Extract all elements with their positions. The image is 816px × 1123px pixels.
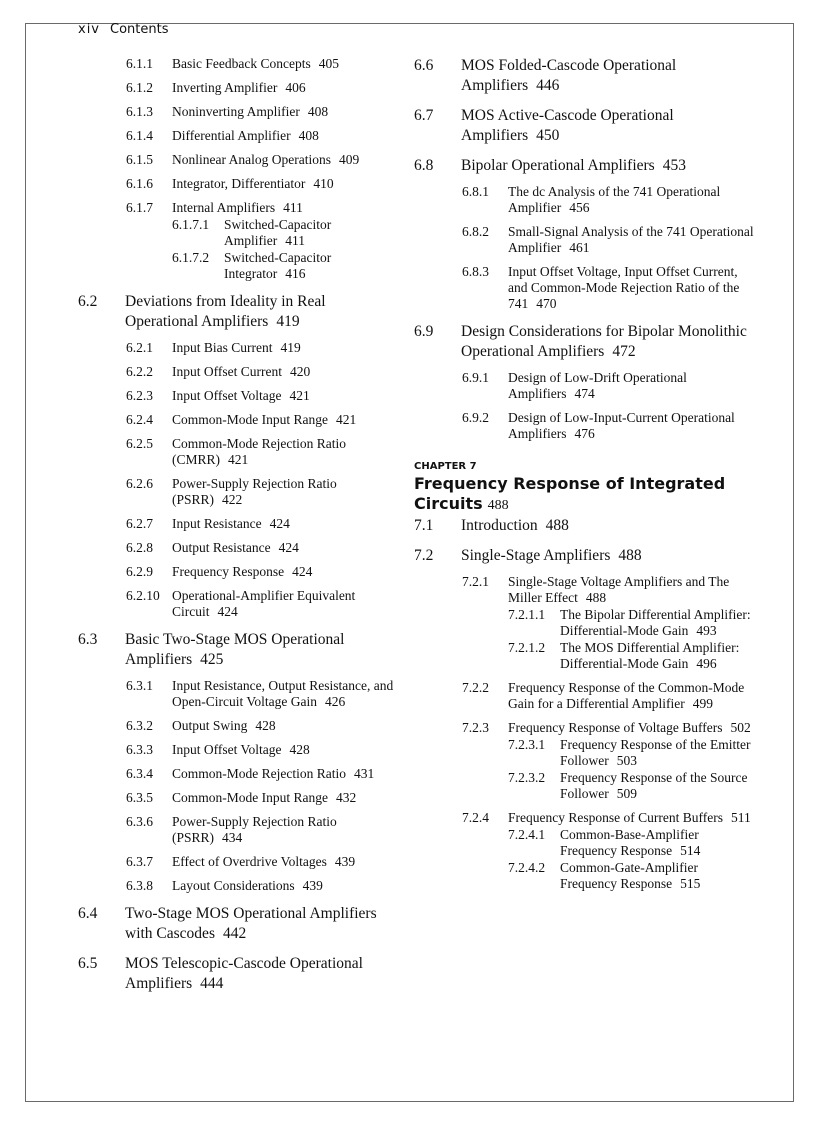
toc-entry-page: 411 bbox=[285, 233, 305, 248]
toc-entry-page: 421 bbox=[335, 412, 357, 427]
toc-entry-title bbox=[172, 516, 400, 532]
toc-entry-page: 432 bbox=[335, 790, 357, 805]
toc-entry-6-2[interactable] bbox=[78, 292, 400, 332]
toc-entry-6-1-7-1[interactable] bbox=[172, 217, 400, 249]
toc-entry-title-text: Frequency Response of the Source Follower bbox=[560, 770, 748, 801]
toc-entry-6-2-3[interactable] bbox=[126, 388, 400, 404]
toc-entry-title bbox=[508, 184, 754, 216]
toc-entry-7-2-4-2[interactable] bbox=[508, 860, 754, 892]
toc-entry-page: 421 bbox=[228, 452, 249, 467]
toc-entry-page: 509 bbox=[616, 786, 637, 801]
toc-entry-number: 6.3.1 bbox=[126, 678, 153, 693]
toc-entry-6-2-6[interactable] bbox=[126, 476, 400, 508]
toc-entry-6-1-3[interactable] bbox=[126, 104, 400, 120]
toc-entry-number: 6.8.2 bbox=[462, 224, 489, 239]
toc-entry-title-text: Design Considerations for Bipolar Monolithic Operational Amplifiers bbox=[461, 323, 747, 360]
toc-entry-page: 426 bbox=[324, 694, 346, 709]
toc-entry-number: 6.2.2 bbox=[126, 364, 153, 379]
toc-entry-page: 439 bbox=[302, 878, 323, 893]
toc-entry-6-3-3[interactable] bbox=[126, 742, 400, 758]
toc-entry-7-2-4[interactable] bbox=[462, 810, 754, 826]
toc-entry-page: 514 bbox=[680, 843, 701, 858]
toc-entry-title-text: The dc Analysis of the 741 Operational Amplifier bbox=[508, 184, 721, 215]
toc-entry-6-2-5[interactable] bbox=[126, 436, 400, 468]
toc-entry-6-2-2[interactable] bbox=[126, 364, 400, 380]
toc-entry-number: 6.2.3 bbox=[126, 388, 153, 403]
toc-entry-title bbox=[560, 737, 754, 769]
toc-left-column bbox=[78, 56, 400, 994]
toc-entry-page: 408 bbox=[298, 128, 319, 143]
toc-entry-title bbox=[172, 152, 400, 168]
toc-entry-title bbox=[560, 640, 754, 672]
toc-entry-title-text: Input Offset Voltage bbox=[172, 388, 282, 403]
toc-entry-title-text: Switched-Capacitor Integrator bbox=[224, 250, 332, 281]
toc-entry-6-1-6[interactable] bbox=[126, 176, 400, 192]
toc-entry-title-text: Integrator, Differentiator bbox=[172, 176, 306, 191]
toc-entry-title-text: Input Bias Current bbox=[172, 340, 273, 355]
toc-entry-page: 493 bbox=[696, 623, 717, 638]
toc-entry-title-text: Inverting Amplifier bbox=[172, 80, 278, 95]
toc-entry-title-text: Common-Mode Rejection Ratio bbox=[172, 766, 346, 781]
toc-entry-title bbox=[172, 564, 400, 580]
toc-entry-title-text: Output Swing bbox=[172, 718, 248, 733]
toc-entry-title bbox=[125, 292, 400, 332]
toc-entry-number: 6.7 bbox=[414, 107, 434, 124]
toc-entry-title bbox=[172, 766, 400, 782]
toc-entry-title-text: Basic Two-Stage MOS Operational Amplifiers bbox=[125, 631, 345, 668]
toc-entry-title bbox=[172, 412, 400, 428]
toc-entry-number: 6.9.1 bbox=[462, 370, 489, 385]
toc-entry-title-text: Operational-Amplifier Equivalent Circuit bbox=[172, 588, 356, 619]
toc-entry-page: 422 bbox=[222, 492, 243, 507]
toc-entry-number: 6.3 bbox=[78, 631, 98, 648]
toc-entry-number: 6.3.8 bbox=[126, 878, 153, 893]
toc-entry-title bbox=[172, 176, 400, 192]
toc-entry-page: 428 bbox=[255, 718, 276, 733]
toc-entry-page: 476 bbox=[574, 426, 595, 441]
toc-entry-title-text: Input Offset Voltage bbox=[172, 742, 282, 757]
toc-entry-title-text: Design of Low-Drift Operational Amplifiers bbox=[508, 370, 687, 401]
toc-entry-title bbox=[508, 720, 754, 736]
toc-entry-page: 488 bbox=[618, 547, 642, 564]
toc-entry-number: 6.1.1 bbox=[126, 56, 153, 71]
page-number: xiv bbox=[78, 22, 100, 37]
toc-entry-title bbox=[125, 954, 400, 994]
toc-entry-number: 6.4 bbox=[78, 905, 98, 922]
chapter-title[interactable] bbox=[414, 474, 754, 516]
toc-entry-page: 434 bbox=[222, 830, 243, 845]
toc-entry-title bbox=[560, 770, 754, 802]
toc-entry-number: 7.2 bbox=[414, 547, 434, 564]
toc-entry-page: 450 bbox=[536, 127, 560, 144]
toc-entry-page: 456 bbox=[569, 200, 590, 215]
toc-entry-number: 7.2.1.2 bbox=[508, 640, 546, 655]
toc-entry-title bbox=[224, 217, 400, 249]
toc-entry-title-text: Switched-Capacitor Amplifier bbox=[224, 217, 332, 248]
toc-entry-title bbox=[461, 106, 754, 146]
toc-entry-title-text: Input Offset Voltage, Input Offset Current, and Common-Mode Rejection Ratio of the 741 bbox=[508, 264, 740, 311]
toc-entry-title bbox=[172, 854, 400, 870]
toc-entry-6-8-2[interactable] bbox=[462, 224, 754, 256]
toc-entry-title-text: Two-Stage MOS Operational Amplifiers with Cascodes bbox=[125, 905, 377, 942]
toc-entry-6-5[interactable] bbox=[78, 954, 400, 994]
toc-entry-title bbox=[508, 574, 754, 606]
toc-entry-number: 7.2.4.1 bbox=[508, 827, 546, 842]
toc-entry-6-3-5[interactable] bbox=[126, 790, 400, 806]
toc-entry-title bbox=[560, 860, 754, 892]
running-header bbox=[78, 22, 168, 37]
toc-entry-title bbox=[172, 588, 400, 620]
toc-entry-title-text: MOS Folded-Cascode Operational Amplifiers bbox=[461, 57, 677, 94]
toc-entry-title bbox=[172, 540, 400, 556]
toc-entry-title-text: Power-Supply Rejection Ratio (PSRR) bbox=[172, 476, 337, 507]
toc-entry-7-2-1-2[interactable] bbox=[508, 640, 754, 672]
toc-entry-title bbox=[172, 742, 400, 758]
toc-entry-6-3-4[interactable] bbox=[126, 766, 400, 782]
toc-entry-7-2-1-1[interactable] bbox=[508, 607, 754, 639]
toc-entry-page: 444 bbox=[200, 975, 224, 992]
toc-entry-title bbox=[560, 827, 754, 859]
toc-entry-7-1[interactable] bbox=[414, 516, 754, 536]
toc-entry-title bbox=[172, 388, 400, 404]
toc-entry-title bbox=[461, 56, 754, 96]
toc-entry-6-3-6[interactable] bbox=[126, 814, 400, 846]
toc-entry-number: 6.2.4 bbox=[126, 412, 153, 427]
toc-entry-title bbox=[508, 224, 754, 256]
toc-entry-page: 408 bbox=[307, 104, 329, 119]
toc-entry-page: 499 bbox=[692, 696, 713, 711]
toc-right-column bbox=[414, 56, 754, 892]
toc-entry-title-text: Frequency Response of the Emitter Follower bbox=[560, 737, 751, 768]
toc-entry-number: 6.3.4 bbox=[126, 766, 153, 781]
toc-entry-7-2-2[interactable] bbox=[462, 680, 754, 712]
toc-entry-number: 7.2.3.1 bbox=[508, 737, 546, 752]
toc-entry-title bbox=[508, 680, 754, 712]
toc-entry-page: 410 bbox=[313, 176, 334, 191]
toc-entry-page: 411 bbox=[283, 200, 303, 215]
chapter-title-text: Frequency Response of Integrated Circuits bbox=[414, 474, 726, 513]
toc-entry-title-text: Common-Gate-Amplifier Frequency Response bbox=[560, 860, 698, 891]
toc-entry-number: 6.3.5 bbox=[126, 790, 153, 805]
toc-entry-number: 6.1.4 bbox=[126, 128, 153, 143]
toc-entry-number: 6.6 bbox=[414, 57, 434, 74]
toc-entry-title bbox=[224, 250, 400, 282]
toc-entry-page: 431 bbox=[353, 766, 375, 781]
toc-entry-number: 6.8 bbox=[414, 157, 434, 174]
toc-entry-number: 7.2.3.2 bbox=[508, 770, 546, 785]
toc-entry-page: 442 bbox=[222, 925, 247, 942]
toc-entry-title bbox=[508, 410, 754, 442]
toc-entry-title bbox=[508, 264, 754, 312]
toc-entry-title bbox=[508, 370, 754, 402]
toc-entry-number: 6.1.6 bbox=[126, 176, 153, 191]
toc-entry-number: 6.3.2 bbox=[126, 718, 153, 733]
toc-entry-title-text: Deviations from Ideality in Real Operational Amplifiers bbox=[125, 293, 326, 330]
header-title: Contents bbox=[110, 22, 169, 37]
toc-entry-page: 421 bbox=[289, 388, 310, 403]
toc-entry-number: 6.8.3 bbox=[462, 264, 489, 279]
toc-entry-title-text: Input Resistance, Output Resistance, and Open-Circuit Voltage Gain bbox=[172, 678, 394, 709]
toc-entry-title-text: The MOS Differential Amplifier: Differential-Mode Gain bbox=[560, 640, 740, 671]
toc-entry-title bbox=[461, 516, 754, 536]
toc-entry-number: 6.1.3 bbox=[126, 104, 153, 119]
toc-entry-6-1-2[interactable] bbox=[126, 80, 400, 96]
toc-entry-6-2-9[interactable] bbox=[126, 564, 400, 580]
toc-entry-6-1-7-2[interactable] bbox=[172, 250, 400, 282]
toc-entry-6-2-4[interactable] bbox=[126, 412, 400, 428]
toc-entry-number: 6.2.9 bbox=[126, 564, 153, 579]
toc-entry-6-3[interactable] bbox=[78, 630, 400, 670]
toc-entry-6-3-1[interactable] bbox=[126, 678, 400, 710]
toc-entry-page: 488 bbox=[585, 590, 607, 605]
toc-entry-number: 7.2.4 bbox=[462, 810, 489, 825]
toc-entry-title-text: Design of Low-Input-Current Operational Amplifiers bbox=[508, 410, 735, 441]
toc-entry-page: 419 bbox=[280, 340, 301, 355]
toc-entry-title bbox=[125, 630, 400, 670]
toc-entry-number: 6.2.8 bbox=[126, 540, 153, 555]
toc-entry-title-text: Layout Considerations bbox=[172, 878, 295, 893]
toc-entry-title bbox=[172, 790, 400, 806]
toc-entry-page: 474 bbox=[574, 386, 595, 401]
toc-entry-title bbox=[172, 364, 400, 380]
toc-entry-title bbox=[172, 104, 400, 120]
toc-entry-page: 472 bbox=[612, 343, 636, 360]
toc-entry-6-8[interactable] bbox=[414, 156, 754, 176]
toc-entry-title-text: Frequency Response of Voltage Buffers bbox=[508, 720, 723, 735]
toc-entry-title-text: Bipolar Operational Amplifiers bbox=[461, 157, 655, 174]
toc-entry-title-text: Introduction bbox=[461, 517, 538, 534]
toc-entry-title bbox=[560, 607, 754, 639]
toc-entry-page: 424 bbox=[278, 540, 299, 555]
toc-entry-page: 424 bbox=[292, 564, 313, 579]
toc-entry-page: 406 bbox=[285, 80, 306, 95]
toc-entry-title-text: Single-Stage Amplifiers bbox=[461, 547, 611, 564]
toc-entry-title bbox=[461, 322, 754, 362]
toc-entry-title-text: Single-Stage Voltage Amplifiers and The Miller Effect bbox=[508, 574, 730, 605]
toc-entry-title-text: Nonlinear Analog Operations bbox=[172, 152, 331, 167]
toc-entry-number: 6.2.10 bbox=[126, 588, 160, 603]
toc-entry-title-text: Common-Mode Input Range bbox=[172, 790, 328, 805]
toc-entry-number: 6.2.1 bbox=[126, 340, 153, 355]
toc-entry-title bbox=[172, 814, 400, 846]
toc-entry-number: 6.8.1 bbox=[462, 184, 489, 199]
toc-entry-number: 6.2 bbox=[78, 293, 98, 310]
toc-entry-page: 420 bbox=[289, 364, 311, 379]
toc-entry-6-1-4[interactable] bbox=[126, 128, 400, 144]
toc-entry-title-text: MOS Active-Cascode Operational Amplifiers bbox=[461, 107, 674, 144]
toc-entry-6-2-8[interactable] bbox=[126, 540, 400, 556]
toc-entry-page: 511 bbox=[730, 810, 751, 825]
toc-entry-title bbox=[172, 878, 400, 894]
toc-entry-title-text: Frequency Response of Current Buffers bbox=[508, 810, 723, 825]
toc-entry-title-text: Common-Mode Rejection Ratio (CMRR) bbox=[172, 436, 346, 467]
toc-entry-title bbox=[172, 340, 400, 356]
toc-entry-page: 496 bbox=[696, 656, 717, 671]
toc-entry-number: 7.1 bbox=[414, 517, 434, 534]
toc-entry-page: 424 bbox=[269, 516, 290, 531]
toc-entry-7-2-3[interactable] bbox=[462, 720, 754, 736]
toc-right-top bbox=[414, 56, 754, 442]
toc-entry-page: 446 bbox=[536, 77, 560, 94]
toc-entry-title bbox=[508, 810, 754, 826]
toc-entry-title-text: Noninverting Amplifier bbox=[172, 104, 300, 119]
toc-entry-7-2[interactable] bbox=[414, 546, 754, 566]
toc-entry-page: 470 bbox=[536, 296, 557, 311]
toc-entry-number: 7.2.3 bbox=[462, 720, 489, 735]
toc-entry-6-3-8[interactable] bbox=[126, 878, 400, 894]
toc-entry-title-text: Small-Signal Analysis of the 741 Operational Amplifier bbox=[508, 224, 754, 255]
toc-entry-title bbox=[461, 156, 754, 176]
toc-entry-6-7[interactable] bbox=[414, 106, 754, 146]
toc-entry-page: 453 bbox=[662, 157, 686, 174]
toc-entry-6-6[interactable] bbox=[414, 56, 754, 96]
toc-entry-6-9-2[interactable] bbox=[462, 410, 754, 442]
toc-entry-title bbox=[172, 678, 400, 710]
toc-entry-7-2-3-2[interactable] bbox=[508, 770, 754, 802]
toc-entry-number: 6.2.7 bbox=[126, 516, 153, 531]
toc-entry-title-text: The Bipolar Differential Amplifier: Differential-Mode Gain bbox=[560, 607, 751, 638]
toc-entry-number: 7.2.2 bbox=[462, 680, 489, 695]
toc-entry-6-1-7[interactable] bbox=[126, 200, 400, 216]
toc-entry-page: 425 bbox=[200, 651, 224, 668]
toc-entry-6-3-7[interactable] bbox=[126, 854, 400, 870]
toc-entry-6-2-7[interactable] bbox=[126, 516, 400, 532]
toc-entry-title-text: Basic Feedback Concepts bbox=[172, 56, 311, 71]
chapter-page: 488 bbox=[487, 498, 509, 513]
toc-entry-number: 7.2.4.2 bbox=[508, 860, 546, 875]
toc-entry-title-text: Input Resistance bbox=[172, 516, 262, 531]
toc-entry-page: 419 bbox=[276, 313, 300, 330]
toc-right-bottom bbox=[414, 516, 754, 892]
toc-entry-title-text: Input Offset Current bbox=[172, 364, 282, 379]
toc-entry-title-text: Frequency Response bbox=[172, 564, 285, 579]
toc-entry-6-2-1[interactable] bbox=[126, 340, 400, 356]
toc-entry-6-9[interactable] bbox=[414, 322, 754, 362]
toc-entry-7-2-1[interactable] bbox=[462, 574, 754, 606]
toc-entry-number: 6.3.7 bbox=[126, 854, 153, 869]
toc-entry-number: 6.2.5 bbox=[126, 436, 153, 451]
toc-entry-page: 515 bbox=[680, 876, 701, 891]
toc-entry-title bbox=[172, 80, 400, 96]
toc-entry-6-2-10[interactable] bbox=[126, 588, 400, 620]
chapter-label: CHAPTER 7 bbox=[414, 461, 477, 472]
toc-entry-7-2-3-1[interactable] bbox=[508, 737, 754, 769]
toc-entry-number: 6.1.5 bbox=[126, 152, 153, 167]
toc-entry-6-1-5[interactable] bbox=[126, 152, 400, 168]
toc-entry-page: 428 bbox=[289, 742, 310, 757]
toc-entry-6-9-1[interactable] bbox=[462, 370, 754, 402]
toc-entry-title bbox=[461, 546, 754, 566]
toc-entry-title-text: Effect of Overdrive Voltages bbox=[172, 854, 327, 869]
toc-entry-number: 6.3.6 bbox=[126, 814, 153, 829]
toc-entry-title-text: Differential Amplifier bbox=[172, 128, 291, 143]
toc-entry-6-8-1[interactable] bbox=[462, 184, 754, 216]
toc-entry-number: 6.9.2 bbox=[462, 410, 489, 425]
toc-entry-page: 502 bbox=[730, 720, 751, 735]
toc-entry-title bbox=[172, 436, 400, 468]
toc-entry-6-1-1[interactable] bbox=[126, 56, 400, 72]
toc-entry-title bbox=[172, 200, 400, 216]
toc-entry-number: 6.1.7.1 bbox=[172, 217, 210, 232]
toc-entry-title-text: Common-Mode Input Range bbox=[172, 412, 328, 427]
toc-entry-number: 6.1.2 bbox=[126, 80, 153, 95]
toc-entry-title bbox=[172, 128, 400, 144]
toc-entry-number: 6.1.7 bbox=[126, 200, 153, 215]
toc-entry-number: 6.2.6 bbox=[126, 476, 153, 491]
toc-entry-6-8-3[interactable] bbox=[462, 264, 754, 312]
toc-entry-title-text: Internal Amplifiers bbox=[172, 200, 276, 215]
toc-entry-page: 488 bbox=[545, 517, 569, 534]
toc-entry-page: 461 bbox=[569, 240, 590, 255]
toc-entry-title-text: Output Resistance bbox=[172, 540, 271, 555]
toc-entry-title bbox=[172, 56, 400, 72]
toc-entry-number: 6.9 bbox=[414, 323, 434, 340]
toc-entry-page: 439 bbox=[334, 854, 356, 869]
toc-entry-number: 7.2.1 bbox=[462, 574, 489, 589]
toc-entry-7-2-4-1[interactable] bbox=[508, 827, 754, 859]
toc-entry-title-text: Frequency Response of the Common-Mode Gain for a Differential Amplifier bbox=[508, 680, 745, 711]
toc-entry-number: 6.5 bbox=[78, 955, 98, 972]
toc-entry-number: 6.3.3 bbox=[126, 742, 153, 757]
chapter-heading bbox=[414, 460, 754, 516]
toc-entry-page: 405 bbox=[318, 56, 339, 71]
toc-entry-number: 7.2.1.1 bbox=[508, 607, 546, 622]
toc-entry-title bbox=[172, 718, 400, 734]
toc-entry-6-3-2[interactable] bbox=[126, 718, 400, 734]
toc-entry-page: 503 bbox=[616, 753, 637, 768]
toc-entry-page: 409 bbox=[338, 152, 360, 167]
toc-entry-page: 424 bbox=[217, 604, 238, 619]
toc-entry-title bbox=[172, 476, 400, 508]
toc-entry-6-4[interactable] bbox=[78, 904, 400, 944]
toc-entry-title-text: MOS Telescopic-Cascode Operational Amplifiers bbox=[125, 955, 363, 992]
toc-entry-page: 416 bbox=[285, 266, 306, 281]
toc-entry-title-text: Power-Supply Rejection Ratio (PSRR) bbox=[172, 814, 337, 845]
toc-entry-title bbox=[125, 904, 400, 944]
toc-entry-title-text: Common-Base-Amplifier Frequency Response bbox=[560, 827, 699, 858]
toc-entry-number: 6.1.7.2 bbox=[172, 250, 210, 265]
